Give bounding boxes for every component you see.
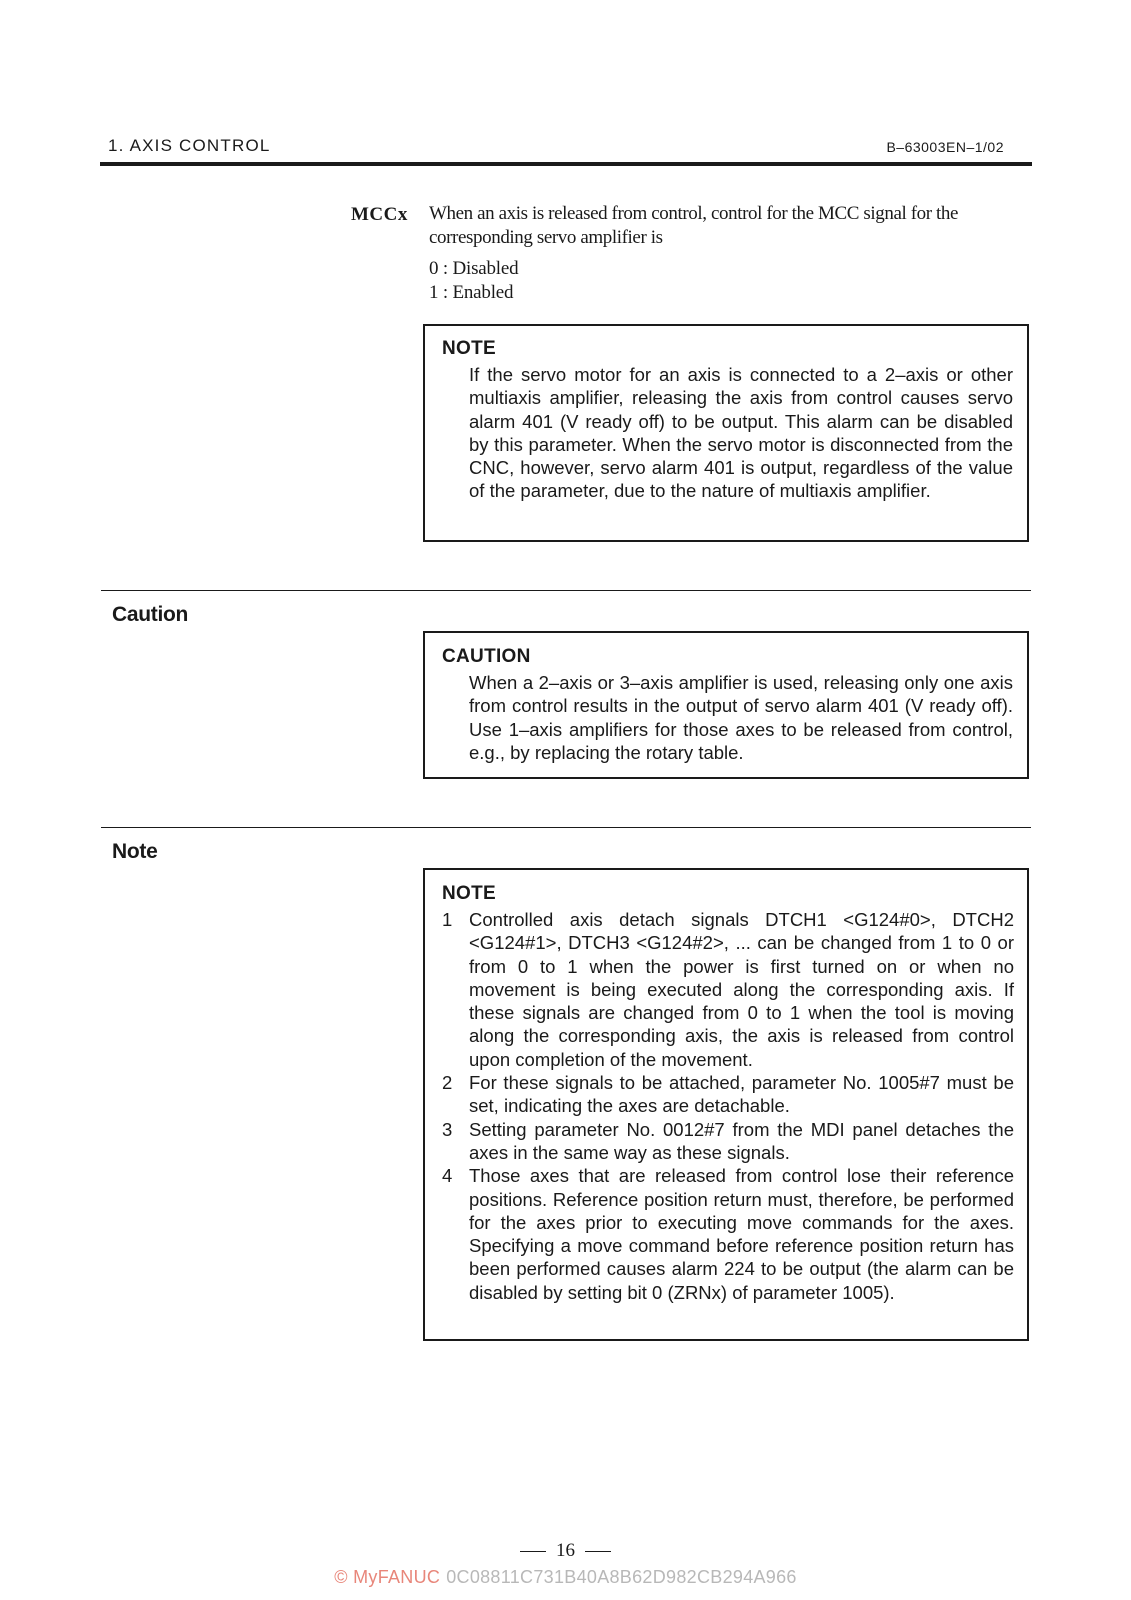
caution-heading: CAUTION: [442, 646, 531, 667]
dash-left: [520, 1551, 546, 1552]
caution-body: When a 2–axis or 3–axis amplifier is used, releasing only one axis from control results in the output of servo alarm 401 (V ready off). Use 1–axis amplifiers for those axes to be released from control, e.g., by replacing the rotary table.: [469, 672, 1013, 763]
item-text: Those axes that are released from control lose their reference positions. Reference position return must, therefore, be performed for the axes prior to executing move commands for the axes. Specifying a move command before reference position return has been performed causes alarm 224 to be output (the alarm can be disabled by setting bit 0 (ZRNx) of parameter 1005).: [469, 1165, 1014, 1303]
item-number: 4: [442, 1165, 453, 1187]
item-number: 2: [442, 1072, 453, 1094]
note-list-heading: NOTE: [442, 883, 496, 904]
option-disabled: 0 : Disabled: [429, 258, 519, 279]
section-divider-note: [101, 827, 1031, 828]
chapter-title: 1. AXIS CONTROL: [108, 136, 271, 155]
list-item: [442, 908, 1014, 1071]
page-number: [0, 1540, 1131, 1562]
list-item: [442, 1071, 1014, 1118]
caution-box: [423, 631, 1029, 779]
caution-section-title: Caution: [112, 603, 189, 626]
brand-watermark: © MyFANUC: [334, 1567, 441, 1587]
parameter-description: When an axis is released from control, control for the MCC signal for the corresponding servo amplifier is: [429, 203, 959, 248]
header-rule: [100, 162, 1032, 166]
dash-right: [585, 1551, 611, 1552]
item-text: Controlled axis detach signals DTCH1 <G124#0>, DTCH2 <G124#1>, DTCH3 <G124#2>, ... can be changed from 1 to 0 or from 0 to 1 when the power is first turned on or when no movement is being executed along the corresponding axis. If these signals are changed from 0 to 1 when the tool is moving along the corresponding axis, the axis is released from control upon completion of the movement.: [469, 909, 1014, 1070]
document-hash: 0C08811C731B40A8B62D982CB294A966: [446, 1567, 797, 1587]
note-heading: NOTE: [442, 338, 496, 359]
document-code: B–63003EN–1/02: [886, 139, 1004, 155]
note-section-title: Note: [112, 840, 158, 863]
note-box-mcc: [423, 324, 1029, 542]
item-text: For these signals to be attached, parameter No. 1005#7 must be set, indicating the axes are detachable.: [469, 1072, 1014, 1117]
page-number-text: 16: [556, 1540, 575, 1561]
item-number: 3: [442, 1118, 453, 1140]
list-item: [442, 1164, 1014, 1304]
item-number: 1: [442, 909, 453, 930]
option-enabled: 1 : Enabled: [429, 282, 514, 303]
list-item: [442, 1118, 1014, 1165]
note-box-list: [423, 868, 1029, 1341]
item-text: Setting parameter No. 0012#7 from the MDI panel detaches the axes in the same way as these signals.: [469, 1118, 1014, 1163]
note-list: [442, 908, 1014, 1304]
parameter-name: MCCx: [351, 204, 408, 225]
section-divider-caution: [101, 590, 1031, 591]
footer-watermark: [0, 1567, 1131, 1588]
note-body: If the servo motor for an axis is connected to a 2–axis or other multiaxis amplifier, releasing the axis from control causes servo alarm 401 (V ready off) to be output. This alarm can be disabled by this parameter. When the servo motor is disconnected from the CNC, however, servo alarm 401 is output, regardless of the value of the parameter, due to the nature of multiaxis amplifier.: [469, 364, 1013, 502]
